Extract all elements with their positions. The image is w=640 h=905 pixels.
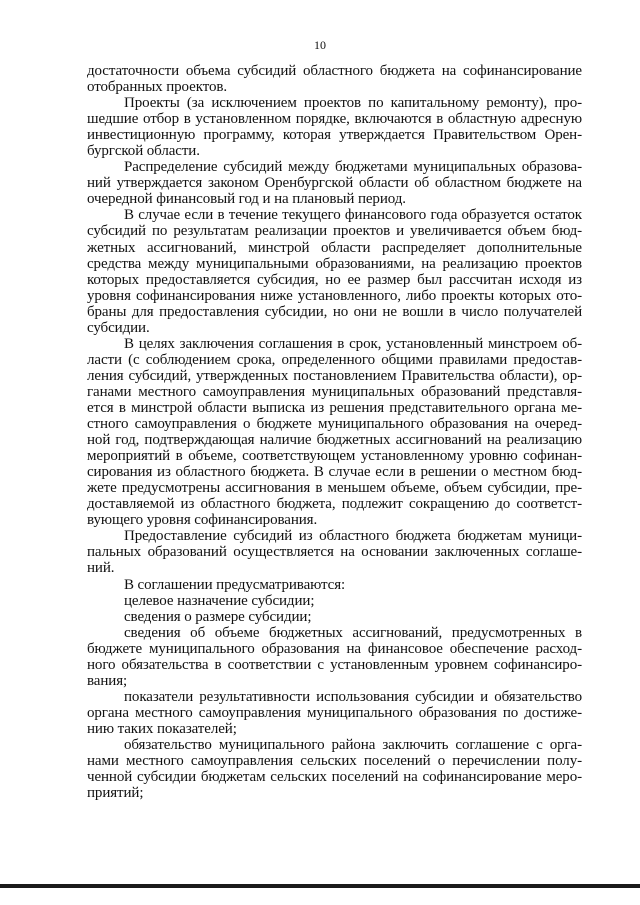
page-number: 10 (314, 38, 326, 52)
text-line: ченной субсидии бюджетам сельских поселений на софинансирование меро- (87, 769, 582, 786)
text-line: В соглашении предусматриваются: (124, 576, 346, 593)
text-line: В случае если в течение текущего финансового года образуется остаток (124, 207, 582, 224)
text-line: жете предусмотрены ассигнования в меньшем объеме, объем субсидии, пре- (87, 480, 582, 497)
paragraph (87, 528, 582, 576)
text-line: достаточности объема субсидий областного бюджета на софинансирование (87, 63, 582, 79)
paragraph (87, 609, 582, 625)
text-line: ления субсидий, утвержденных постановлением Правительства области), ор- (87, 367, 582, 384)
text-line: В целях заключения соглашения в срок, установленный минстроем об- (124, 335, 582, 352)
text-line: бургской области. (87, 143, 200, 160)
paragraph (87, 207, 582, 335)
text-line: нами местного самоуправления сельских поселений о перечислении полу- (87, 753, 582, 770)
text-line: которых предоставляется субсидия, но ее размер был рассчитан исходя из (87, 271, 582, 288)
text-line: ний утверждается законом Оренбургской области об областном бюджете на (87, 175, 582, 192)
bottom-edge-line (0, 884, 640, 888)
text-line: уровня софинансирования ниже установленного, либо проекты которых ото- (87, 287, 582, 304)
text-line: средства между муниципальными образованиями, на реализацию проектов (87, 255, 582, 272)
text-line: сведения об объеме бюджетных ассигнований, предусмотренных в (124, 624, 582, 641)
text-line: вующего уровня софинансирования. (87, 512, 318, 529)
text-line: стного самоуправления о бюджете муниципального образования на очеред- (87, 416, 582, 433)
paragraph (87, 689, 582, 737)
text-line: обязательство муниципального района заключить соглашение с орга- (124, 736, 582, 753)
text-line: ласти (с соблюдением срока, определенного общими правилами предостав- (87, 351, 582, 368)
text-line: сведения о размере субсидии; (124, 608, 312, 625)
paragraph (87, 159, 582, 207)
text-line: вания; (87, 672, 128, 689)
paragraph (87, 737, 582, 801)
text-line: Предоставление субсидий из областного бюджета бюджетам муници- (124, 528, 582, 545)
text-line: Проекты (за исключением проектов по капитальному ремонту), про- (124, 95, 582, 112)
paragraph (87, 593, 582, 609)
paragraph (87, 336, 582, 529)
document-body (87, 63, 582, 801)
text-line: Распределение субсидий между бюджетами муниципальных образова- (124, 159, 582, 176)
text-line: очередной финансовый год и на плановый период. (87, 191, 406, 208)
text-line: целевое назначение субсидии; (124, 592, 315, 609)
text-line: бюджете муниципального образования на финансовое обеспечение расход- (87, 640, 582, 657)
text-line: ной год, подтверждающая наличие бюджетных ассигнований на реализацию (87, 432, 582, 449)
text-line: ного обязательства в соответствии с установленным уровнем софинансиро- (87, 656, 582, 673)
paragraph (87, 577, 582, 593)
text-line: отобранных проектов. (87, 79, 227, 96)
paragraph (87, 63, 582, 95)
text-line: шедшие отбор в установленном порядке, включаются в областную адресную (87, 111, 582, 128)
text-line: браны для предоставления субсидии, но они не вошли в число получателей (87, 303, 582, 320)
text-line: доставляемой из областного бюджета, подлежит сокращению до соответст- (87, 496, 582, 513)
text-line: инвестиционную программу, которая утверждается Правительством Орен- (87, 127, 582, 144)
text-line: приятий; (87, 785, 144, 802)
paragraph (87, 95, 582, 159)
text-line: сирования из областного бюджета. В случае если в решении о местном бюд- (87, 464, 582, 481)
text-line: ется в минстрой области выписка из решения представительного органа ме- (87, 399, 582, 416)
text-line: мероприятий в объеме, соответствующем установленному уровню софинан- (87, 448, 582, 465)
paragraph (87, 625, 582, 689)
text-line: ганами местного самоуправления муниципальных образований представля- (87, 383, 582, 400)
text-line: органа местного самоуправления муниципального образования по достиже- (87, 704, 582, 721)
text-line: субсидии. (87, 319, 150, 336)
text-line: пальных образований осуществляется на основании заключенных соглаше- (87, 544, 582, 561)
text-line: жетных ассигнований, минстрой области распределяет дополнительные (87, 239, 582, 256)
text-line: нию таких показателей; (87, 720, 237, 737)
text-line: показатели результативности использования субсидии и обязательство (124, 688, 582, 705)
text-line: ний. (87, 560, 115, 577)
text-line: субсидий по результатам реализации проектов и увеличивается объем бюд- (87, 223, 582, 240)
